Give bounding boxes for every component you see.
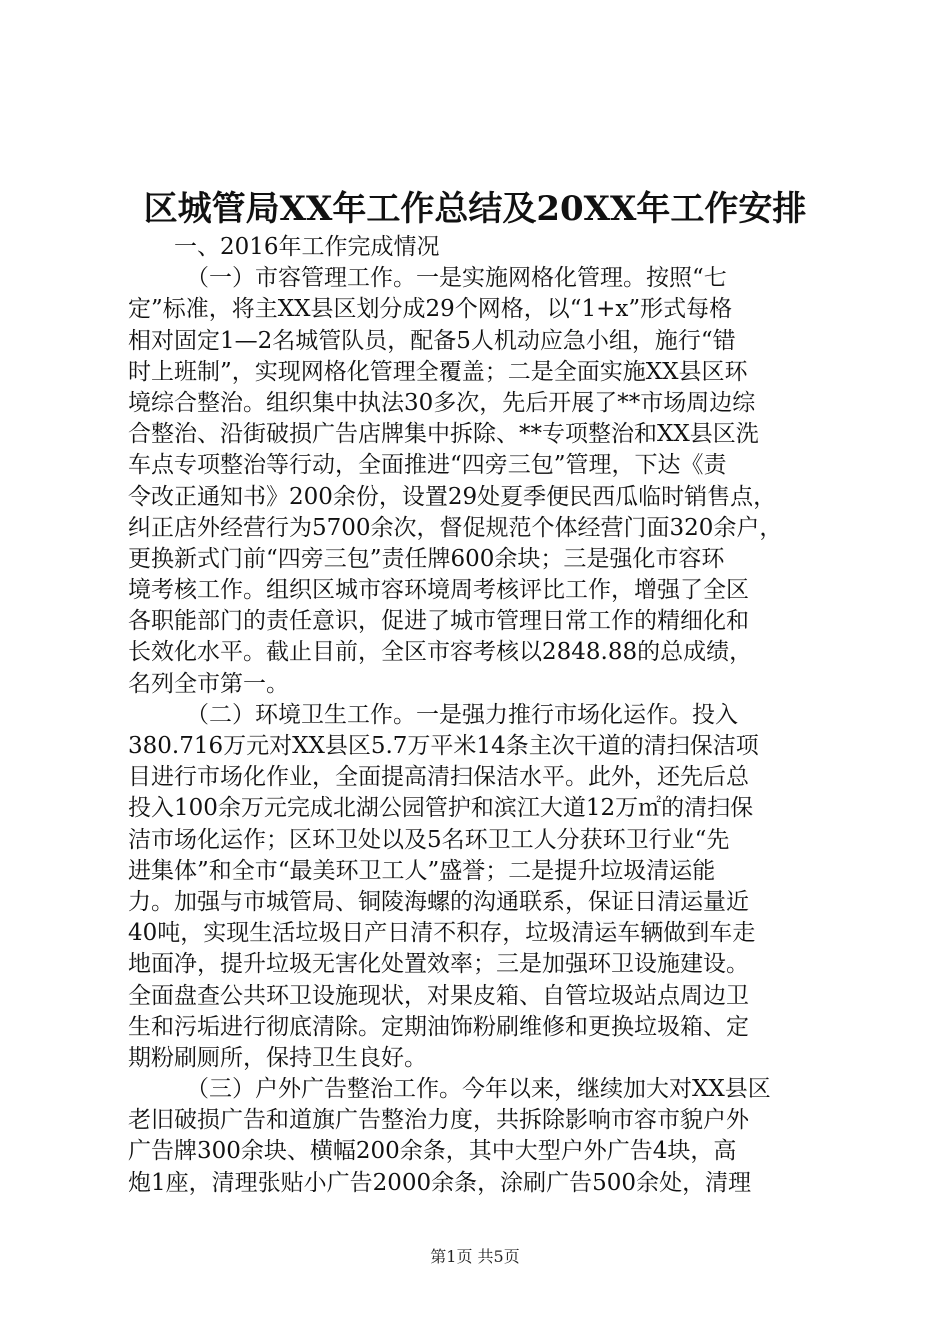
paragraph-line: 名列全市第一。 (128, 670, 289, 697)
paragraph-line: 合整治、沿街破损广告店牌集中拆除、**专项整治和XX县区洗 (128, 421, 759, 448)
paragraph-line: （一）市容管理工作。一是实施网格化管理。按照“七 (186, 265, 727, 292)
paragraph-line: 投入100余万元完成北湖公园管护和滨江大道12万㎡的清扫保 (128, 795, 754, 822)
document-title: 区城管局XX年工作总结及20XX年工作安排 (143, 189, 807, 229)
document-body (128, 232, 828, 1199)
paragraph-line: 境综合整治。组织集中执法30多次，先后开展了**市场周边综 (128, 389, 756, 416)
paragraph-line: 纠正店外经营行为5700余次，督促规范个体经营门面320余户， (128, 514, 783, 541)
paragraph-line: 380.716万元对XX县区5.7万平米14条主次干道的清扫保洁项 (128, 733, 759, 759)
paragraph-line: 令改正通知书》200余份，设置29处夏季便民西瓜临时销售点， (128, 483, 777, 510)
paragraph-line: 车点专项整治等行动，全面推进“四旁三包”管理，下达《责 (128, 452, 727, 479)
paragraph-line: 定”标准，将主XX县区划分成29个网格，以“1+x”形式每格 (128, 296, 733, 323)
paragraph-line: （二）环境卫生工作。一是强力推行市场化运作。投入 (186, 701, 738, 728)
paragraph-line: 全面盘查公共环卫设施现状，对果皮箱、自管垃圾站点周边卫 (128, 982, 749, 1009)
paragraph-line: 境考核工作。组织区城市容环境周考核评比工作，增强了全区 (128, 577, 749, 604)
paragraph-line: 生和污垢进行彻底清除。定期油饰粉刷维修和更换垃圾箱、定 (128, 1013, 749, 1040)
paragraph-line: 目进行市场化作业，全面提高清扫保洁水平。此外，还先后总 (128, 764, 749, 791)
paragraph-line: 相对固定1—2名城管队员，配备5人机动应急小组，施行“错 (128, 327, 736, 354)
paragraph-line: 期粉刷厕所，保持卫生良好。 (128, 1044, 427, 1071)
paragraph-line: 各职能部门的责任意识，促进了城市管理日常工作的精细化和 (128, 608, 749, 635)
paragraph-line: 时上班制”，实现网格化管理全覆盖；二是全面实施XX县区环 (128, 358, 748, 385)
paragraph-line: 进集体”和全市“最美环卫工人”盛誉；二是提升垃圾清运能 (128, 857, 716, 884)
page-footer: 第1页 共5页 (430, 1247, 520, 1266)
section-heading: 一、2016年工作完成情况 (174, 234, 440, 260)
paragraph-line: 更换新式门前“四旁三包”责任牌600余块；三是强化市容环 (128, 545, 725, 572)
paragraph-line: （三）户外广告整治工作。今年以来，继续加大对XX县区 (186, 1076, 771, 1103)
paragraph-line: 40吨，实现生活垃圾日产日清不积存，垃圾清运车辆做到车走 (128, 920, 756, 947)
paragraph-line: 地面净，提升垃圾无害化处置效率；三是加强环卫设施建设。 (128, 951, 749, 978)
paragraph-line: 长效化水平。截止目前，全区市容考核以2848.88的总成绩， (128, 639, 753, 666)
paragraph-line: 炮1座，清理张贴小广告2000余条，涂刷广告500余处，清理 (128, 1169, 752, 1196)
paragraph-line: 广告牌300余块、横幅200余条，其中大型户外广告4块，高 (128, 1138, 737, 1165)
paragraph-line: 力。加强与市城管局、铜陵海螺的沟通联系，保证日清运量近 (128, 888, 749, 915)
paragraph-line: 老旧破损广告和道旗广告整治力度，共拆除影响市容市貌户外 (128, 1107, 749, 1134)
paragraph-line: 洁市场化运作；区环卫处以及5名环卫工人分获环卫行业“先 (128, 826, 730, 853)
